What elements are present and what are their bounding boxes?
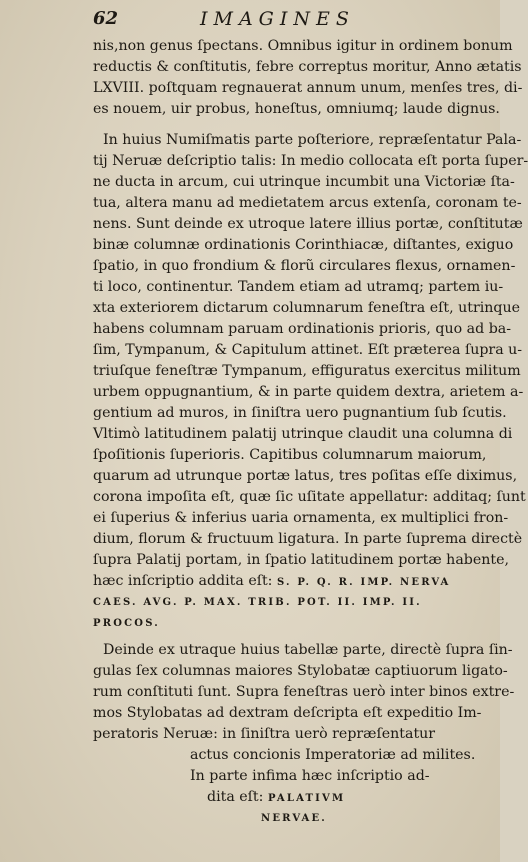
text-line: xta exteriorem dictarum columnarum feneſtra eſt, utrinque [93,300,521,316]
inscription-line-2: NERVAE. [261,813,327,824]
text-line: corona impoſita eſt, quæ ſic uſitate appellatur: additaq; ſunt [93,489,526,505]
text-line: tij Neruæ deſcriptio talis: In medio collocata eſt porta ſuper- [93,153,528,169]
text-line: ei ſuperius & inferius uaria ornamenta, ex multiplici fron- [93,510,509,526]
text-line: In parte infima hæc inſcriptio ad- [190,768,430,784]
text-line: ſim, Tympanum, & Capitulum attinet. Eſt præterea ſupra u- [93,342,523,358]
text-line: ti loco, continentur. Tandem etiam ad utramq; partem iu- [93,279,504,295]
text-line: Vltimò latitudinem palatij utrinque claudit una columna di [93,426,513,442]
text-line: rum conſtituti ſunt. Supra feneſtras uerò inter binos extre- [93,684,515,700]
text-line: reductis & conſtitutis, febre correptus moritur, Anno ætatis [93,59,522,75]
inscription-text: S. P. Q. R. IMP. NERVA [276,577,451,588]
text-line: ne ducta in arcum, cui utrinque incumbit una Victoriæ ſta- [93,174,515,190]
inscription-line-3: PROCOS. [93,618,160,629]
paragraph-1 [93,36,523,120]
text-line: mos Stylobatas ad dextram deſcripta eſt expeditio Im- [93,705,482,721]
inscription-line-1 [93,571,477,592]
text-line: ſupra Palatij portam, in ſpatio latitudinem portæ habente, [93,552,509,568]
text-line: Deinde ex utraque huius tabellæ parte, directè ſupra ſin- [103,642,513,658]
paragraph-gap [93,120,477,130]
text-line: triuſque feneſtræ Tympanum, effiguratus exercitus militum [93,363,521,379]
running-head: IMAGINES [200,8,355,30]
page-number: 62 [93,8,119,29]
inscription-intro: hæc inſcriptio addita eſt: [93,573,273,589]
text-line: habens columnam paruam ordinationis prioris, quo ad ba- [93,321,512,337]
text-line: tua, altera manu ad medietatem arcus extenſa, coronam te- [93,195,522,211]
inscription-intro: dita eſt: [207,789,264,805]
inscription-text: PALATIVM [267,793,346,804]
paragraph-2 [93,130,528,634]
text-line: peratoris Neruæ: in ſiniſtra uerò repræſentatur [93,726,436,742]
text-line: actus concionis Imperatoriæ ad milites. [190,747,476,763]
text-line: gulas ſex columnas maiores Stylobatæ captiuorum ligato- [93,663,508,679]
text-line: In huius Numiſmatis parte poſteriore, repræſentatur Pala- [103,132,522,148]
text-line: LXVIII. poſtquam regnauerat annum unum, menſes tres, di- [93,80,523,96]
text-line: es nouem, uir probus, honeſtus, omniumq; laude dignus. [93,101,500,117]
paragraph-3 [93,640,515,829]
page-body [93,36,528,829]
text-line: urbem oppugnantium, & in parte quidem dextra, arietem a- [93,384,524,400]
inscription-line-1 [93,787,477,808]
inscription-line-2: CAES. AVG. P. MAX. TRIB. POT. II. IMP. II. [93,597,422,608]
text-line: dium, florum & fructuum ligatura. In parte ſuprema directè [93,531,523,547]
text-line: ſpatio, in quo frondium & florũ circulares flexus, ornamen- [93,258,516,274]
text-line: nens. Sunt deinde ex utroque latere illius portæ, conſtitutæ [93,216,523,232]
text-line: quarum ad utrunque portæ latus, tres poſitas eſſe diximus, [93,468,518,484]
text-line: nis,non genus ſpectans. Omnibus igitur in ordinem bonum [93,38,513,54]
text-line: binæ columnæ ordinationis Corinthiacæ, diſtantes, exiguo [93,237,514,253]
text-line: gentium ad muros, in ſiniſtra uero pugnantium ſub ſcutis. [93,405,507,421]
text-line: ſpoſitionis ſuperioris. Capitibus columnarum maiorum, [93,447,487,463]
